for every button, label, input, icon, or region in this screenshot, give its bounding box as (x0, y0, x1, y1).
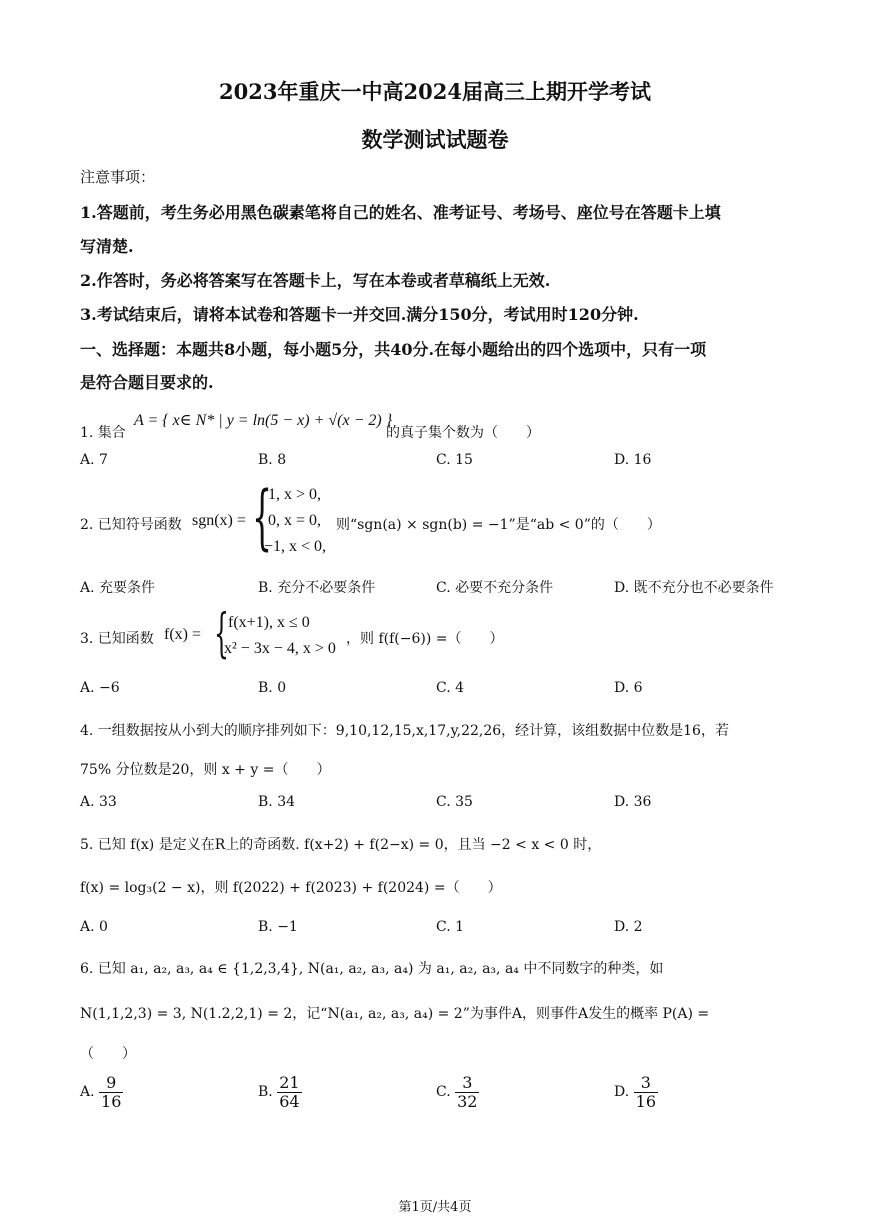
q3-suffix: ，则 f(f(−6)) =（ ） (346, 631, 504, 647)
notice-item-1: 1.答题前，考生务必用黑色碳素笔将自己的姓名、准考证号、考场号、座位号在答题卡上填 (80, 203, 721, 222)
q3-brace: { (214, 604, 229, 664)
q6-option-b-numerator: 21 (279, 1073, 300, 1092)
section-heading: 一、选择题：本题共8小题，每小题5分，共40分.在每小题给出的四个选项中，只有一项 (80, 340, 707, 359)
q2-option-c: C. 必要不充分条件 (436, 580, 554, 596)
q4-option-a: A. 33 (80, 794, 117, 810)
q4-option-d: D. 36 (614, 794, 652, 810)
q6-option-a (80, 1074, 123, 1110)
q2-prefix: 2. 已知符号函数 (80, 517, 182, 533)
q6-answer-paren: （ ） (80, 1046, 136, 1062)
q3-option-d: D. 6 (614, 680, 643, 696)
q6-option-c (436, 1074, 479, 1110)
q6-option-c-fraction (455, 1074, 479, 1110)
q2-case-2: 0, x = 0, (268, 512, 322, 529)
q5-text-cont: f(x) = log₃(2 − x)，则 f(2022) + f(2023) + f(2024) =（ ） (80, 880, 502, 896)
q5-option-c: C. 1 (436, 919, 465, 935)
q6-text-cont: N(1,1,2,3) = 3, N(1.2,2,1) = 2，记“N(a₁, a₂, a₃, a₄) = 2”为事件A，则事件A发生的概率 P(A) = (80, 1006, 710, 1022)
q6-option-b-label: B. (258, 1084, 273, 1101)
q6-option-d (614, 1074, 658, 1110)
q1-prefix: 1. 集合 (80, 425, 126, 441)
q1-suffix: 的真子集个数为（ ） (386, 425, 540, 441)
q1-set-expression: A = { x∈ N* | y = ln(5 − x) + √(x − 2) } (134, 412, 393, 429)
q5-option-a: A. 0 (80, 919, 108, 935)
page-number: 第1页/共4页 (398, 1200, 472, 1215)
q2-suffix: 则“sgn(a) × sgn(b) = −1”是“ab < 0”的（ ） (336, 517, 661, 533)
q3-function-name: f(x) = (164, 626, 202, 643)
q6-option-c-denominator: 32 (457, 1091, 478, 1111)
q2-case-3: −1, x < 0, (264, 538, 327, 555)
q6-option-c-label: C. (436, 1084, 451, 1101)
q6-option-d-numerator: 3 (634, 1074, 658, 1093)
q4-text-cont: 75% 分位数是20，则 x + y =（ ） (80, 762, 331, 778)
q3-prefix: 3. 已知函数 (80, 631, 154, 647)
q3-case-2: x² − 3x − 4, x > 0 (224, 640, 336, 657)
q3-option-c: C. 4 (436, 680, 465, 696)
notice-item-3: 3.考试结束后，请将本试卷和答题卡一并交回.满分150分，考试用时120分钟. (80, 305, 639, 324)
q6-option-a-numerator: 9 (99, 1074, 123, 1093)
q5-option-d: D. 2 (614, 919, 643, 935)
notice-heading: 注意事项： (80, 168, 156, 186)
q4-option-b: B. 34 (258, 794, 296, 810)
q6-option-b-fraction (277, 1074, 301, 1110)
q6-option-a-label: A. (80, 1084, 95, 1101)
q1-option-a: A. 7 (80, 452, 108, 468)
q1-option-c: C. 15 (436, 452, 473, 468)
notice-item-1-cont: 写清楚. (80, 237, 134, 256)
q6-text: 6. 已知 a₁, a₂, a₃, a₄ ∈ {1,2,3,4}, N(a₁, a₂, a₃, a₄) 为 a₁, a₂, a₃, a₄ 中不同数字的种类，如 (80, 961, 664, 977)
q1-option-d: D. 16 (614, 452, 652, 468)
q6-option-c-numerator: 3 (455, 1074, 479, 1093)
q1-option-b: B. 8 (258, 452, 287, 468)
q6-option-a-fraction (99, 1074, 123, 1110)
exam-subtitle: 数学测试试题卷 (361, 127, 509, 152)
q6-option-a-denominator: 16 (101, 1091, 122, 1111)
q2-option-d: D. 既不充分也不必要条件 (614, 580, 774, 596)
q5-text: 5. 已知 f(x) 是定义在R上的奇函数. f(x+2) + f(2−x) = 0，且当 −2 < x < 0 时， (80, 837, 602, 853)
q2-option-b: B. 充分不必要条件 (258, 580, 376, 596)
q4-text: 4. 一组数据按从小到大的顺序排列如下：9,10,12,15,x,17,y,22,26，经计算，该组数据中位数是16，若 (80, 723, 729, 739)
q4-option-c: C. 35 (436, 794, 473, 810)
q3-case-1: f(x+1), x ≤ 0 (228, 614, 310, 631)
q6-option-b-denominator: 64 (279, 1091, 300, 1111)
q5-option-b: B. −1 (258, 919, 298, 935)
q6-option-b (258, 1074, 302, 1110)
q2-case-1: 1, x > 0, (268, 486, 322, 503)
q6-option-d-fraction (634, 1074, 658, 1110)
section-heading-cont: 是符合题目要求的. (80, 373, 214, 392)
q2-option-a: A. 充要条件 (80, 580, 156, 596)
q3-option-a: A. −6 (80, 680, 120, 696)
q2-brace: { (252, 476, 273, 558)
notice-item-2: 2.作答时，务必将答案写在答题卡上，写在本卷或者草稿纸上无效. (80, 271, 551, 290)
q3-option-b: B. 0 (258, 680, 287, 696)
q6-option-d-label: D. (614, 1084, 630, 1101)
q2-function-name: sgn(x) = (192, 512, 246, 529)
exam-title: 2023年重庆一中高2024届高三上期开学考试 (219, 79, 651, 104)
q6-option-d-denominator: 16 (635, 1091, 656, 1111)
